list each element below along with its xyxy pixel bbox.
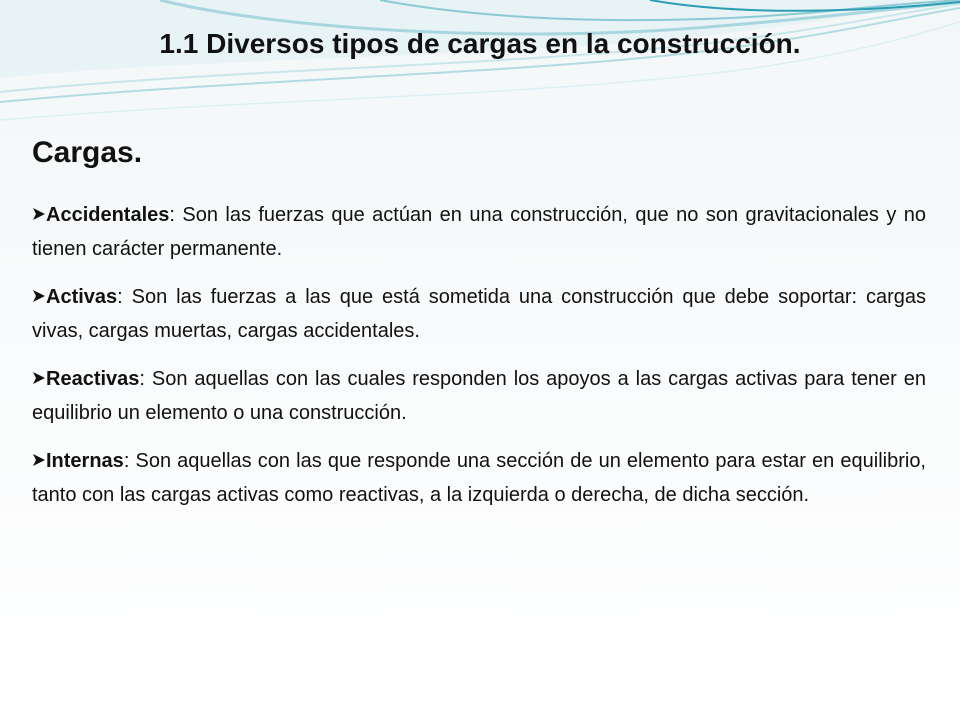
term-label: Activas <box>46 286 118 308</box>
bullet-list <box>32 198 926 526</box>
bullet-item-internas <box>32 444 926 512</box>
term-definition: : Son aquellas con las que responde una sección de un elemento para estar en equilibrio, tanto con las cargas activas como reactivas, a la izquierda o derecha, de dicha sección. <box>32 450 926 506</box>
term-label: Reactivas <box>46 368 140 390</box>
arrow-bullet-icon <box>32 453 46 467</box>
term-label: Internas <box>46 450 124 472</box>
bullet-item-accidentales <box>32 198 926 266</box>
slide-title: 1.1 Diversos tipos de cargas en la construcción. <box>159 28 801 59</box>
bullet-item-activas <box>32 280 926 348</box>
term-label: Accidentales <box>46 204 170 226</box>
arrow-bullet-icon <box>32 207 46 221</box>
arrow-bullet-icon <box>32 371 46 385</box>
bullet-item-reactivas <box>32 362 926 430</box>
arrow-bullet-icon <box>32 289 46 303</box>
header-wave-decoration <box>0 0 960 140</box>
term-definition: : Son las fuerzas a las que está sometida una construcción que debe soportar: cargas vivas, cargas muertas, cargas accidentales. <box>32 286 926 342</box>
section-heading: Cargas. <box>32 136 143 169</box>
term-definition: : Son aquellas con las cuales responden los apoyos a las cargas activas para tener en equilibrio un elemento o una construcción. <box>32 368 926 424</box>
term-definition: : Son las fuerzas que actúan en una construcción, que no son gravitacionales y no tienen carácter permanente. <box>32 204 926 260</box>
